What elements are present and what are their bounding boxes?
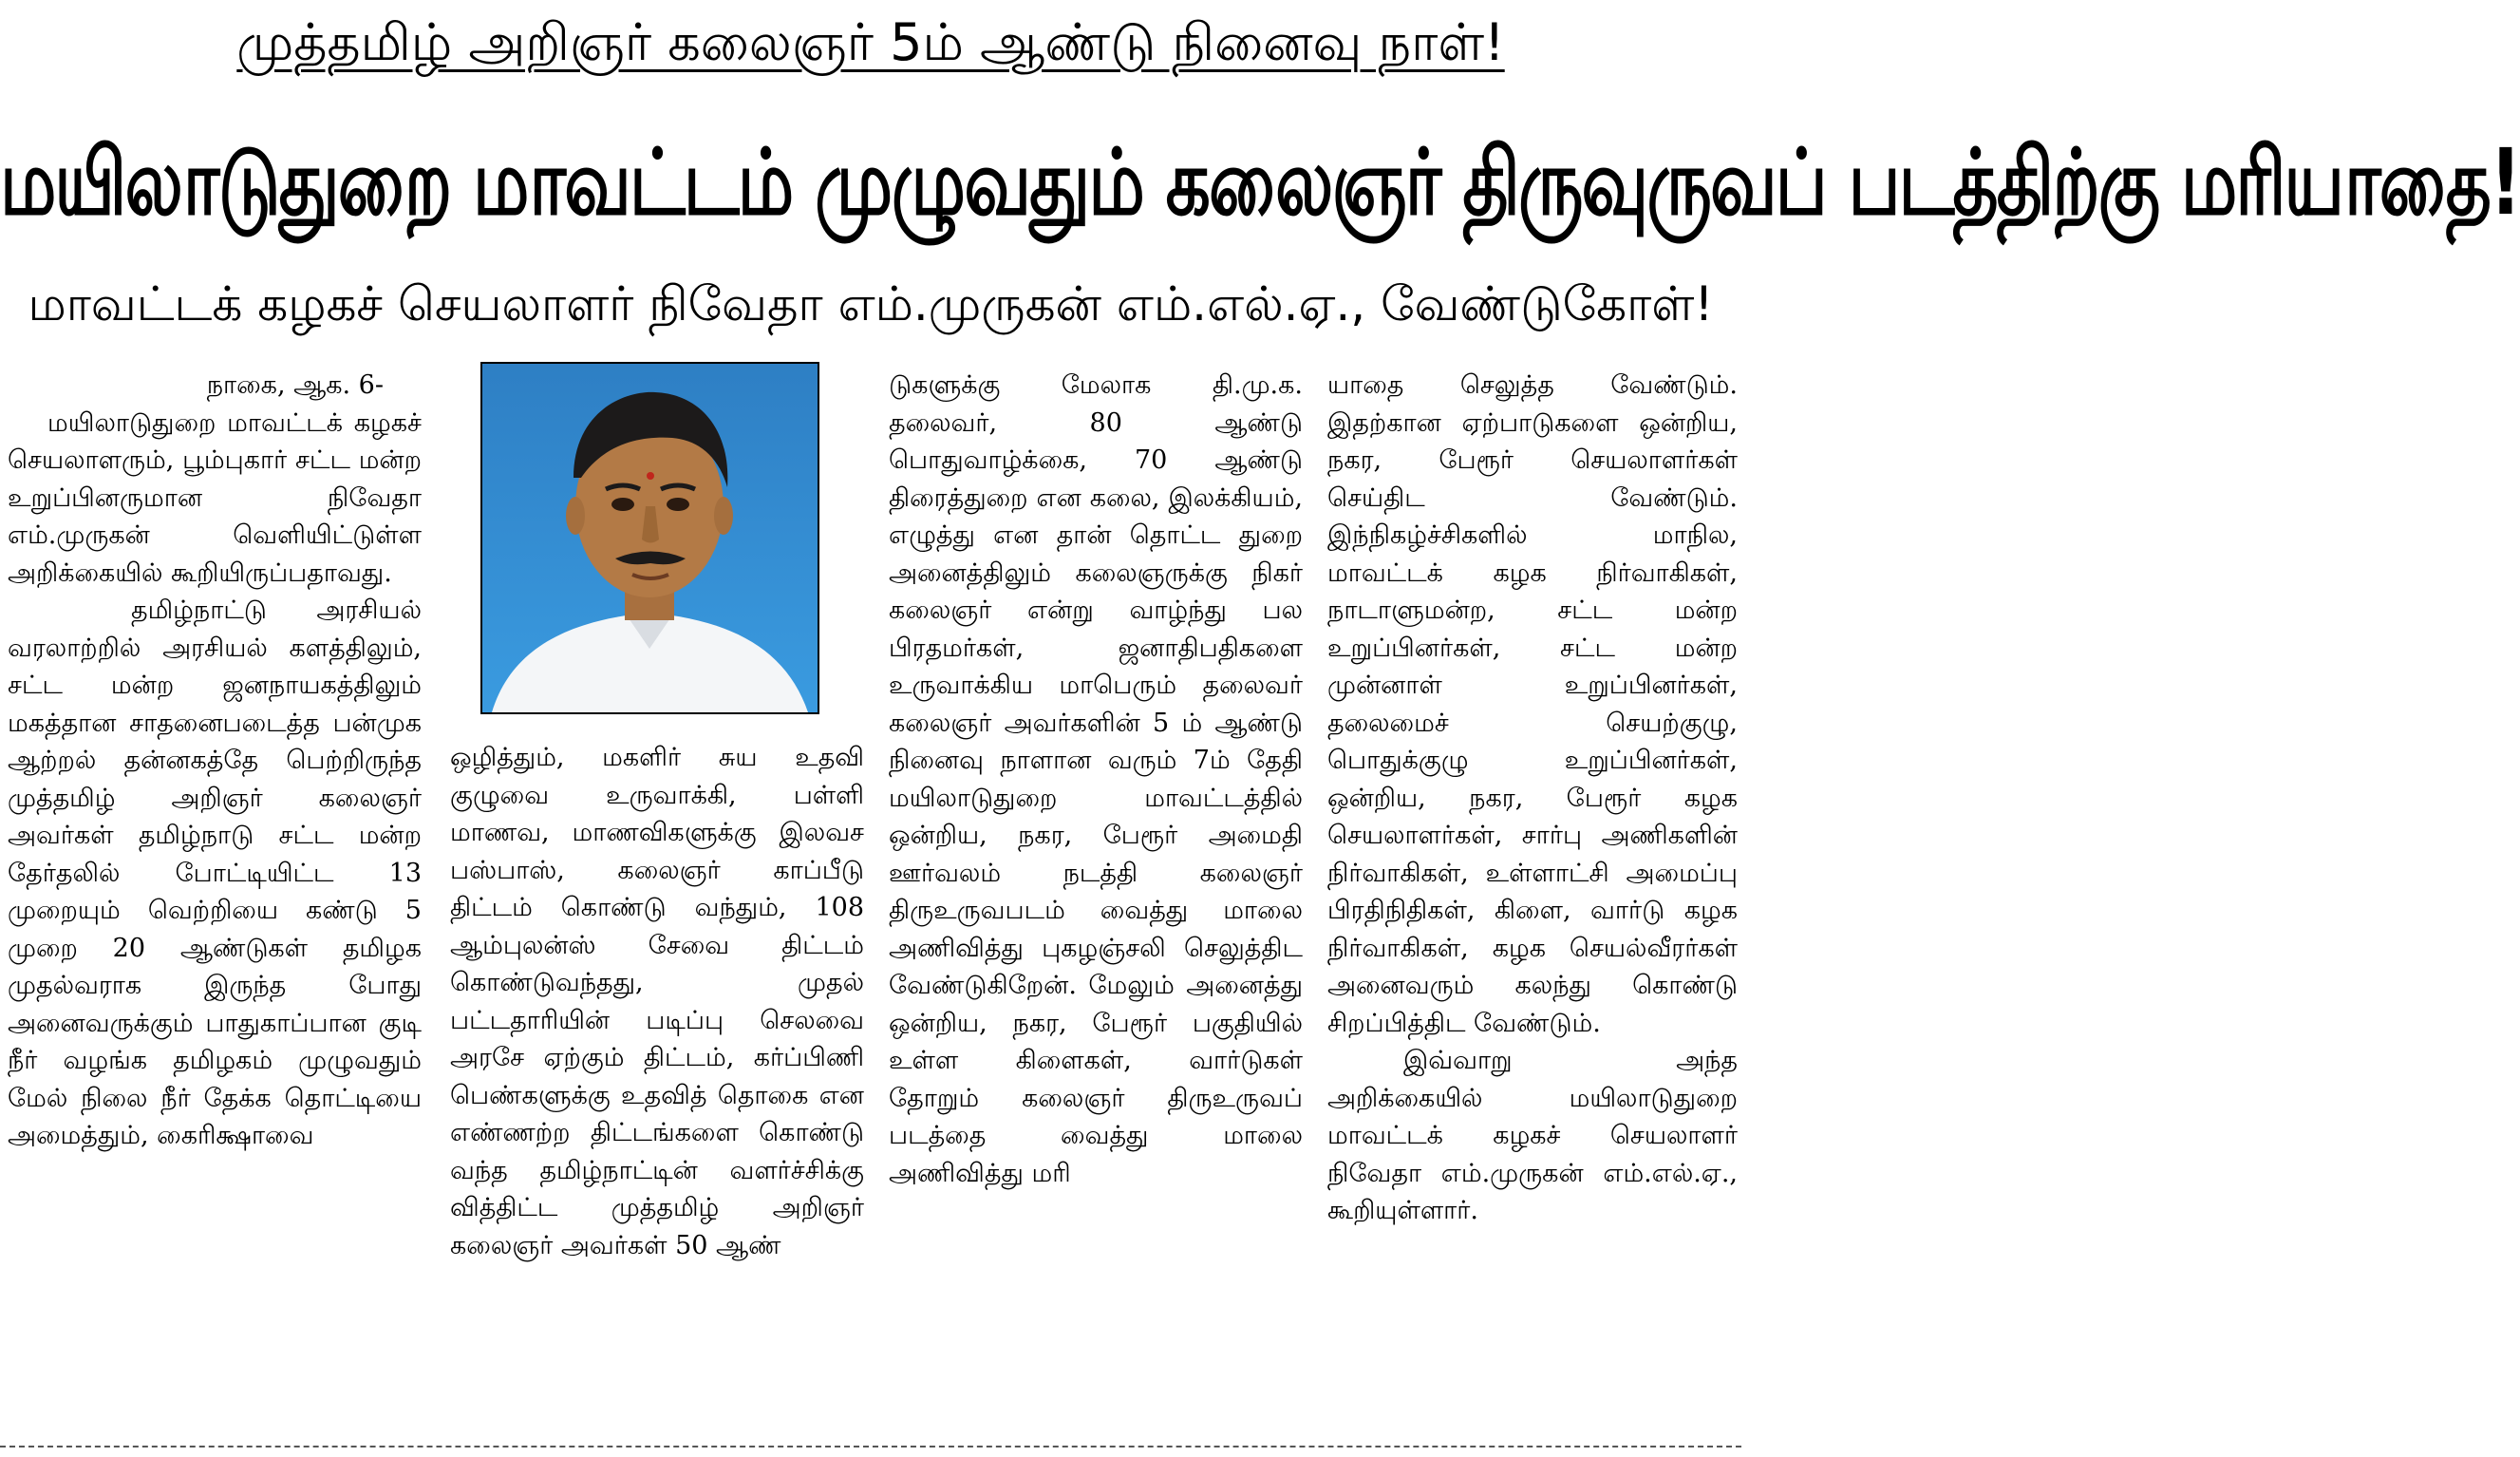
article-column-2 bbox=[450, 739, 864, 1264]
article-column-3 bbox=[889, 367, 1303, 1192]
main-headline: மயிலாடுதுறை மாவட்டம் முழுவதும் கலைஞர் திருவுருவப் படத்திற்கு மரியாதை! bbox=[0, 129, 2520, 237]
portrait-photo bbox=[480, 362, 819, 714]
article-column-1 bbox=[8, 367, 422, 1155]
bottom-dashed-divider bbox=[0, 1446, 1741, 1448]
kicker-text: முத்தமிழ் அறிஞர் கலைஞர் 5ம் ஆண்டு நினைவு நாள்! bbox=[236, 12, 1505, 72]
dateline: நாகை, ஆக. 6- bbox=[206, 370, 384, 400]
kicker-headline bbox=[0, 6, 1741, 80]
article-paragraph-6: இவ்வாறு அந்த அறிக்கையில் மயிலாடுதுறை மாவட்டக் கழகச் செயலாளர் நிவேதா எம்.முருகன் எம்.எல்.ஏ., கூறியுள்ளார். bbox=[1327, 1046, 1738, 1225]
portrait-illustration bbox=[482, 364, 818, 712]
article-paragraph-1: மயிலாடுதுறை மாவட்டக் கழகச் செயலாளரும், பூம்புகார் சட்ட மன்ற உறுப்பினருமான நிவேதா எம்.முருகன் வெளியிட்டுள்ள அறிக்கையில் கூறியிருப்பதாவது. bbox=[8, 407, 422, 588]
article-paragraph-4: டுகளுக்கு மேலாக தி.மு.க. தலைவர், 80 ஆண்டு பொதுவாழ்க்கை, 70 ஆண்டு திரைத்துறை என கலை, இலக்கியம், எழுத்து என தான் தொட்ட துறை அனைத்திலும் கலைஞருக்கு நிகர் கலைஞர் என்று வாழ்ந்து பல பிரதமர்கள், ஜனாதிபதிகளை உருவாக்கிய மாபெரும் தலைவர் கலைஞர் அவர்களின் 5 ம் ஆண்டு நினைவு நாளான வரும் 7ம் தேதி மயிலாடுதுறை மாவட்டத்தில் ஒன்றிய, நகர, பேரூர் அமைதி ஊர்வலம் நடத்தி கலைஞர் திருஉருவபடம் வைத்து மாலை அணிவித்து புகழஞ்சலி செலுத்திட வேண்டுகிறேன். மேலும் அனைத்து ஒன்றிய, நகர, பேரூர் பகுதியில் உள்ள கிளைகள், வார்டுகள் தோறும் கலைஞர் திருஉருவப் படத்தை வைத்து மாலை அணிவித்து மரி bbox=[889, 370, 1303, 1188]
article-paragraph-5: யாதை செலுத்த வேண்டும். இதற்கான ஏற்பாடுகளை ஒன்றிய, நகர, பேரூர் செயலாளர்கள் செய்திட வேண்டும். இந்நிகழ்ச்சிகளில் மாநில, மாவட்டக் கழக நிர்வாகிகள், நாடாளுமன்ற, சட்ட மன்ற உறுப்பினர்கள், சட்ட மன்ற முன்னாள் உறுப்பினர்கள், தலைமைச் செயற்குழு, பொதுக்குழு உறுப்பினர்கள், ஒன்றிய, நகர, பேரூர் கழக செயலாளர்கள், சார்பு அணிகளின் நிர்வாகிகள், உள்ளாட்சி அமைப்பு பிரதிநிதிகள், கிளை, வார்டு கழக நிர்வாகிகள், கழக செயல்வீரர்கள் அனைவரும் கலந்து கொண்டு சிறப்பித்திட வேண்டும். bbox=[1327, 370, 1738, 1038]
article-column-4 bbox=[1327, 367, 1738, 1230]
sub-headline: மாவட்டக் கழகச் செயலாளர் நிவேதா எம்.முருகன் எம்.எல்.ஏ., வேண்டுகோள்! bbox=[28, 276, 1714, 331]
article-paragraph-3: ஒழித்தும், மகளிர் சுய உதவி குழுவை உருவாக்கி, பள்ளி மாணவ, மாணவிகளுக்கு இலவச பஸ்பாஸ், கலைஞர் காப்பீடு திட்டம் கொண்டு வந்தும், 108 ஆம்புலன்ஸ் சேவை திட்டம் கொண்டுவந்தது, முதல் பட்டதாரியின் படிப்பு செலவை அரசே ஏற்கும் திட்டம், கர்ப்பிணி பெண்களுக்கு உதவித் தொகை என எண்ணற்ற திட்டங்களை கொண்டு வந்த தமிழ்நாட்டின் வளர்ச்சிக்கு வித்திட்ட முத்தமிழ் அறிஞர் கலைஞர் அவர்கள் 50 ஆண் bbox=[450, 743, 864, 1260]
article-paragraph-2: தமிழ்நாட்டு அரசியல் வரலாற்றில் அரசியல் களத்திலும், சட்ட மன்ற ஜனநாயகத்திலும் மகத்தான சாதனைபடைத்த பன்முக ஆற்றல் தன்னகத்தே பெற்றிருந்த முத்தமிழ் அறிஞர் கலைஞர் அவர்கள் தமிழ்நாடு சட்ட மன்ற தேர்தலில் போட்டியிட்ட 13 முறையும் வெற்றியை கண்டு 5 முறை 20 ஆண்டுகள் தமிழக முதல்வராக இருந்த போது அனைவருக்கும் பாதுகாப்பான குடி நீர் வழங்க தமிழகம் முழுவதும் மேல் நிலை நீர் தேக்க தொட்டியை அமைத்தும், கைரிக்ஷாவை bbox=[8, 596, 422, 1150]
